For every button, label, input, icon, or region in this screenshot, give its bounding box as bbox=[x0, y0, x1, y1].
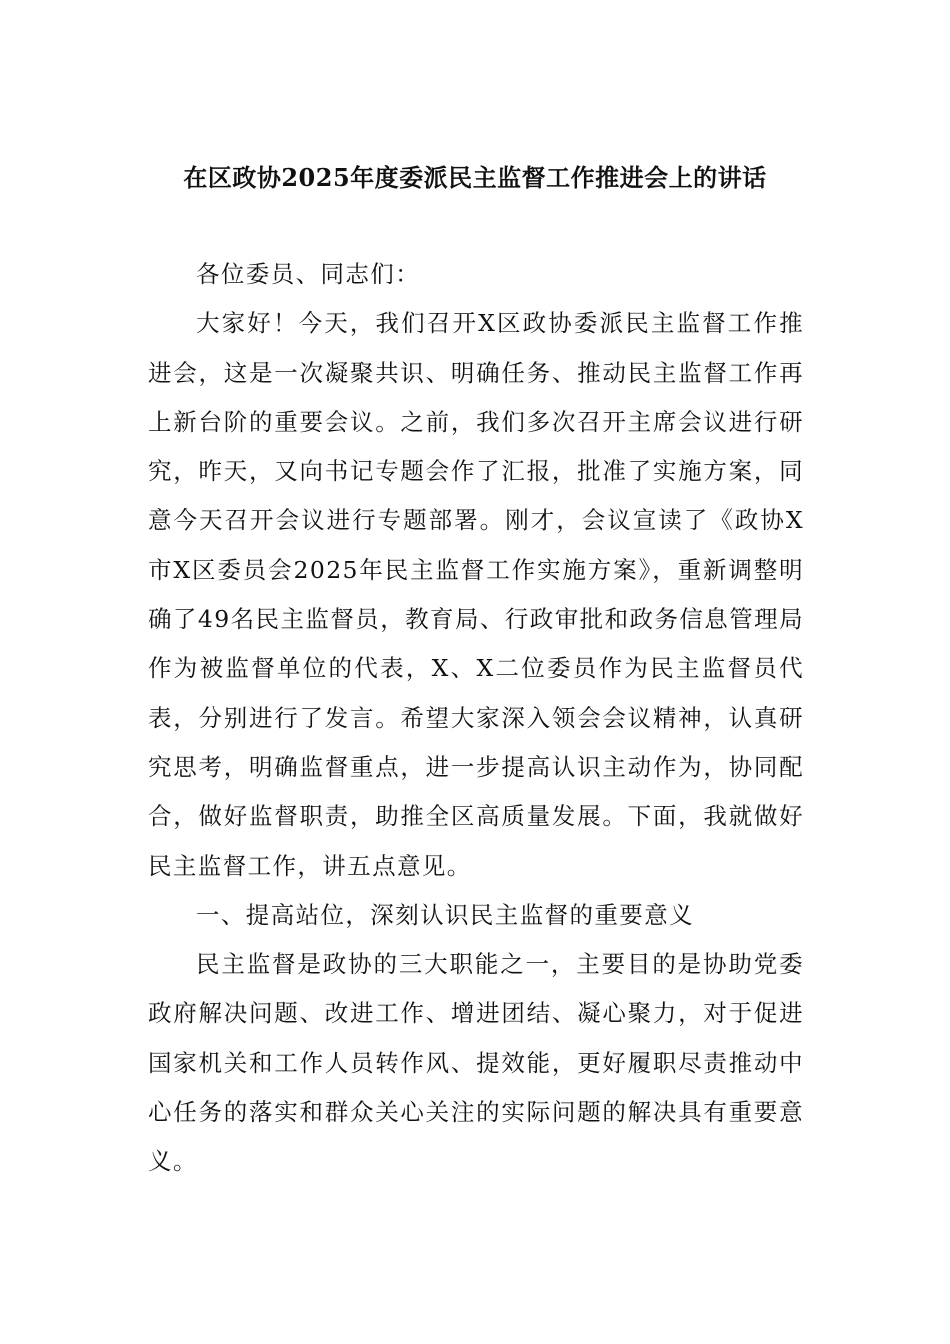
opening-paragraph: 大家好！今天，我们召开X区政协委派民主监督工作推进会，这是一次凝聚共识、明确任务、推动民主监督工作再上新台阶的重要会议。之前，我们多次召开主席会议进行研究，昨天，又向书记专题会作了汇报，批准了实施方案，同意今天召开会议进行专题部署。刚才，会议宣读了《政协X市X区委员会2025年民主监督工作实施方案》，重新调整明确了49名民主监督员，教育局、行政审批和政务信息管理局作为被监督单位的代表，X、X二位委员作为民主监督员代表，分别进行了发言。希望大家深入领会会议精神，认真研究思考，明确监督重点，进一步提高认识主动作为，协同配合，做好监督职责，助推全区高质量发展。下面，我就做好民主监督工作，讲五点意见。 bbox=[148, 309, 804, 880]
section-heading: 一、提高站位，深刻认识民主监督的重要意义 bbox=[196, 900, 694, 929]
salutation-paragraph: 各位委员、同志们： bbox=[196, 260, 421, 288]
document-body bbox=[148, 250, 804, 1187]
document-title: 在区政协2025年度委派民主监督工作推进会上的讲话 bbox=[183, 163, 767, 192]
section-paragraph: 民主监督是政协的三大职能之一，主要目的是协助党委政府解决问题、改进工作、增进团结、凝心聚力，对于促进国家机关和工作人员转作风、提效能，更好履职尽责推动中心任务的落实和群众关心关注的实际问题的解决具有重要意义。 bbox=[148, 950, 804, 1176]
